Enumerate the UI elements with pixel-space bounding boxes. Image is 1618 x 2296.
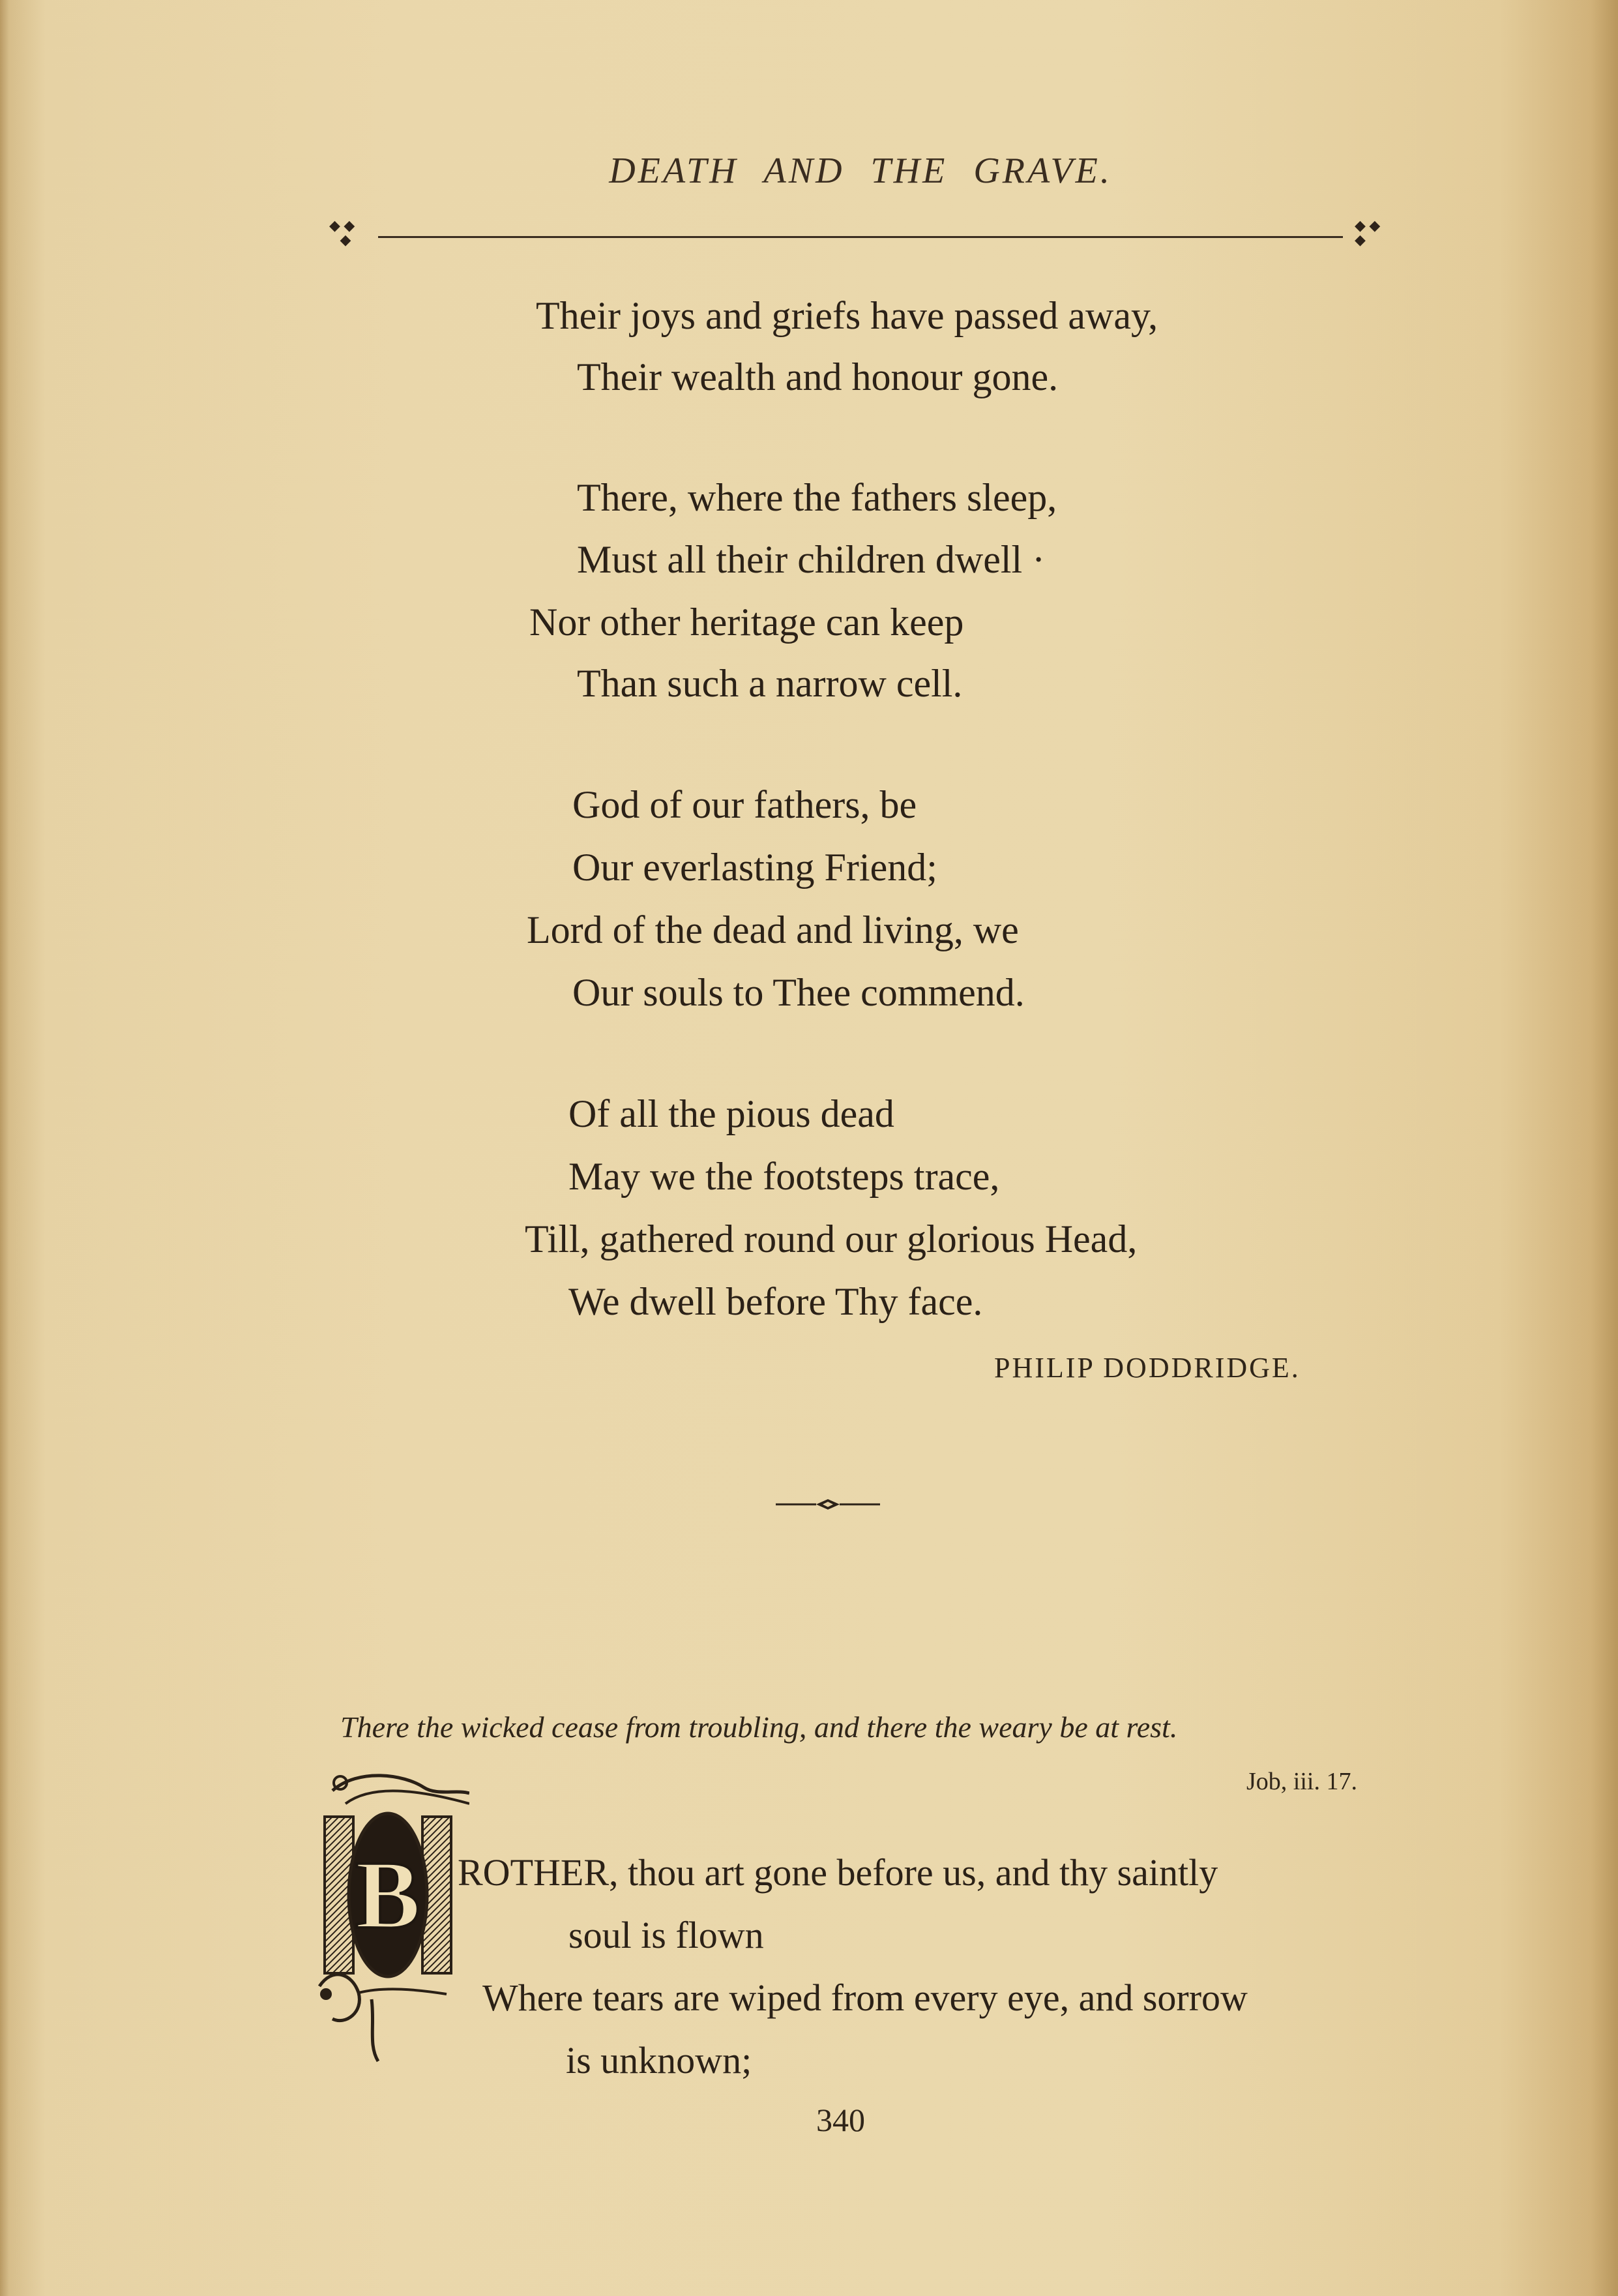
poem-line: Than such a narrow cell. bbox=[577, 662, 963, 705]
poem-line: Our souls to Thee commend. bbox=[572, 971, 1025, 1014]
poem-line: May we the footsteps trace, bbox=[568, 1155, 1000, 1198]
section-separator-ornament bbox=[776, 1497, 880, 1512]
page-number: 340 bbox=[816, 2102, 865, 2138]
poem-line: Nor other heritage can keep bbox=[529, 601, 964, 644]
poem-line: Their wealth and honour gone. bbox=[577, 355, 1059, 398]
poem-line: God of our fathers, be bbox=[572, 783, 917, 826]
left-diamond-ornament: ◆ ◆ ◆ bbox=[329, 217, 355, 248]
poem-line: Of all the pious dead bbox=[568, 1092, 894, 1135]
poem-line: Must all their children dwell · bbox=[577, 538, 1046, 581]
right-diamond-ornament: ◆ ◆ ◆ bbox=[1355, 217, 1381, 248]
poem-line: soul is flown bbox=[568, 1914, 764, 1956]
poem-line: Where tears are wiped from every eye, and sorrow bbox=[482, 1976, 1248, 2019]
poem-line: Our everlasting Friend; bbox=[572, 846, 937, 889]
drop-cap-letter: B bbox=[355, 1841, 421, 1949]
poem-line: Their joys and griefs have passed away, bbox=[536, 294, 1158, 337]
epigraph-reference: Job, iii. 17. bbox=[1246, 1768, 1357, 1795]
poem-line: There, where the fathers sleep, bbox=[577, 476, 1057, 519]
header-rule bbox=[378, 236, 1343, 238]
poem-line: We dwell before Thy face. bbox=[568, 1280, 983, 1323]
poem-attribution: PHILIP DODDRIDGE. bbox=[994, 1352, 1301, 1384]
epigraph: There the wicked cease from troubling, and there the weary be at rest. bbox=[340, 1710, 1178, 1744]
poem-line: Till, gathered round our glorious Head, bbox=[525, 1217, 1138, 1260]
poem-line: Lord of the dead and living, we bbox=[527, 908, 1019, 951]
ornamental-drop-cap bbox=[306, 1765, 469, 2065]
poem-line: ROTHER, thou art gone before us, and thy saintly bbox=[458, 1851, 1218, 1894]
poem-line: is unknown; bbox=[566, 2039, 752, 2081]
running-header: DEATH AND THE GRAVE. bbox=[609, 151, 1112, 191]
